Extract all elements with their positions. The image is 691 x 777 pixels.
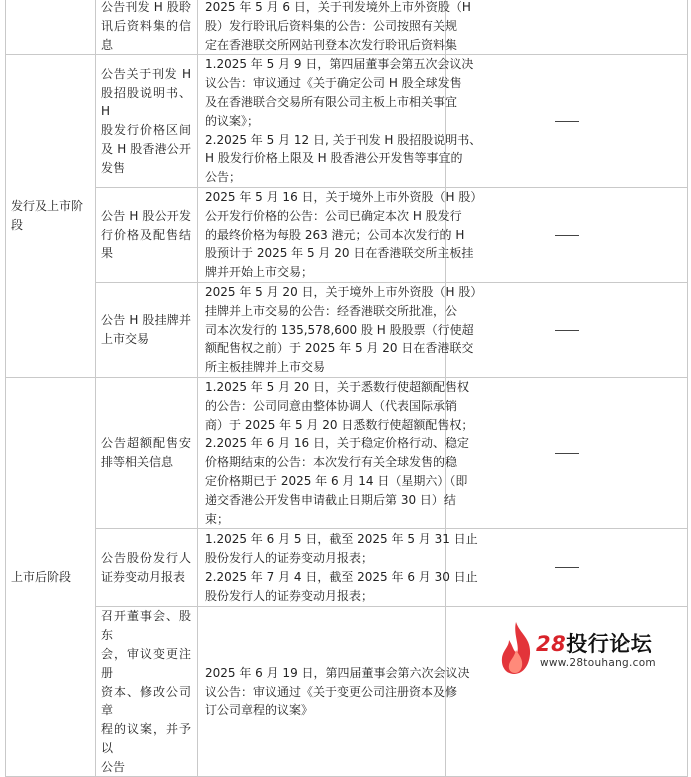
description-cell: 1.2025 年 5 月 20 日，关于悉数行使超额配售权 的公告：公司同意由整体协调人（代表国际承销 商）于 2025 年 5 月 20 日悉数行使超额配售权； 2.2025 年 6 月 16 日，关于稳定价格行动、稳定 价格期结束的公告：本次发行有关全球发售的稳 定价格期已于 2025 年 6 月 14 日（星期六）（即 递交香港公开发售申请截止日期后第 30 日）结 束； (198, 377, 446, 528)
dash-cell (446, 377, 688, 528)
table-row (6, 377, 688, 528)
description-cell: 1.2025 年 5 月 9 日，第四届董事会第五次会议决 议公告：审议通过《关于确定公司 H 股全球发售 及在香港联合交易所有限公司主板上市相关事宜 的议案》； 2.2025 年 5 月 12 日, 关于刊发 H 股招股说明书、 H 股发行价格上限及 H 股香港公开发售等事宜的 公告； (198, 55, 446, 188)
item-cell: 公告 H 股挂牌并 上市交易 (96, 282, 198, 377)
stage-label-issue-listing: 发行及上市阶段 (6, 55, 96, 378)
description-cell: 2025 年 5 月 6 日，关于刊发境外上市外资股（H 股）发行聆讯后资料集的公告：公司按照有关规 定在香港联交所网站刊登本次发行聆讯后资料集 (198, 0, 446, 55)
empty-cell (446, 0, 688, 55)
watermark-title: 28投行论坛 (536, 632, 653, 656)
item-cell: 召开董事会、股东 会，审议变更注册 资本、修改公司章 程的议案，并予以 公告 (96, 607, 198, 777)
table-row (6, 282, 688, 377)
dash-mark (555, 330, 579, 331)
dash-cell (446, 55, 688, 188)
dash-mark (555, 121, 579, 122)
table-row (6, 529, 688, 607)
table-row (6, 187, 688, 282)
table-row (6, 55, 688, 188)
dash-mark (555, 567, 579, 568)
description-cell: 2025 年 6 月 19 日，第四届董事会第六次会议决 议公告：审议通过《关于变更公司注册资本及修 订公司章程的议案》 (198, 607, 446, 777)
stage-label-post-listing: 上市后阶段 (6, 377, 96, 777)
table-row (6, 0, 688, 55)
dash-mark (555, 235, 579, 236)
item-cell: 公告刊发 H 股聆 讯后资料集的信 息 (96, 0, 198, 55)
description-cell: 1.2025 年 6 月 5 日，截至 2025 年 5 月 31 日止 股份发行人的证券变动月报表； 2.2025 年 7 月 4 日，截至 2025 年 6 月 30 日止 股份发行人的证券变动月报表； (198, 529, 446, 607)
watermark-logo (498, 620, 678, 676)
dash-mark (555, 453, 579, 454)
item-cell: 公告关于刊发 H 股招股说明书、H 股发行价格区间 及 H 股香港公开 发售 (96, 55, 198, 188)
item-cell: 公告超额配售安 排等相关信息 (96, 377, 198, 528)
item-cell: 公告股份发行人 证券变动月报表 (96, 529, 198, 607)
description-cell: 2025 年 5 月 16 日，关于境外上市外资股（H 股） 公开发行价格的公告：公司已确定本次 H 股发行 的最终价格为每股 263 港元；公司本次发行的 H 股预计于 2025 年 5 月 20 日在香港联交所主板挂 牌并开始上市交易； (198, 187, 446, 282)
watermark-url: www.28touhang.com (540, 657, 656, 669)
stage-cell (6, 0, 96, 55)
dash-cell (446, 529, 688, 607)
flame-icon (498, 620, 534, 676)
item-cell: 公告 H 股公开发 行价格及配售结 果 (96, 187, 198, 282)
description-cell: 2025 年 5 月 20 日，关于境外上市外资股（H 股） 挂牌并上市交易的公告：经香港联交所批准，公 司本次发行的 135,578,600 股 H 股股票（行使超 额配售权之前）于 2025 年 5 月 20 日在香港联交 所主板挂牌并上市交易 (198, 282, 446, 377)
